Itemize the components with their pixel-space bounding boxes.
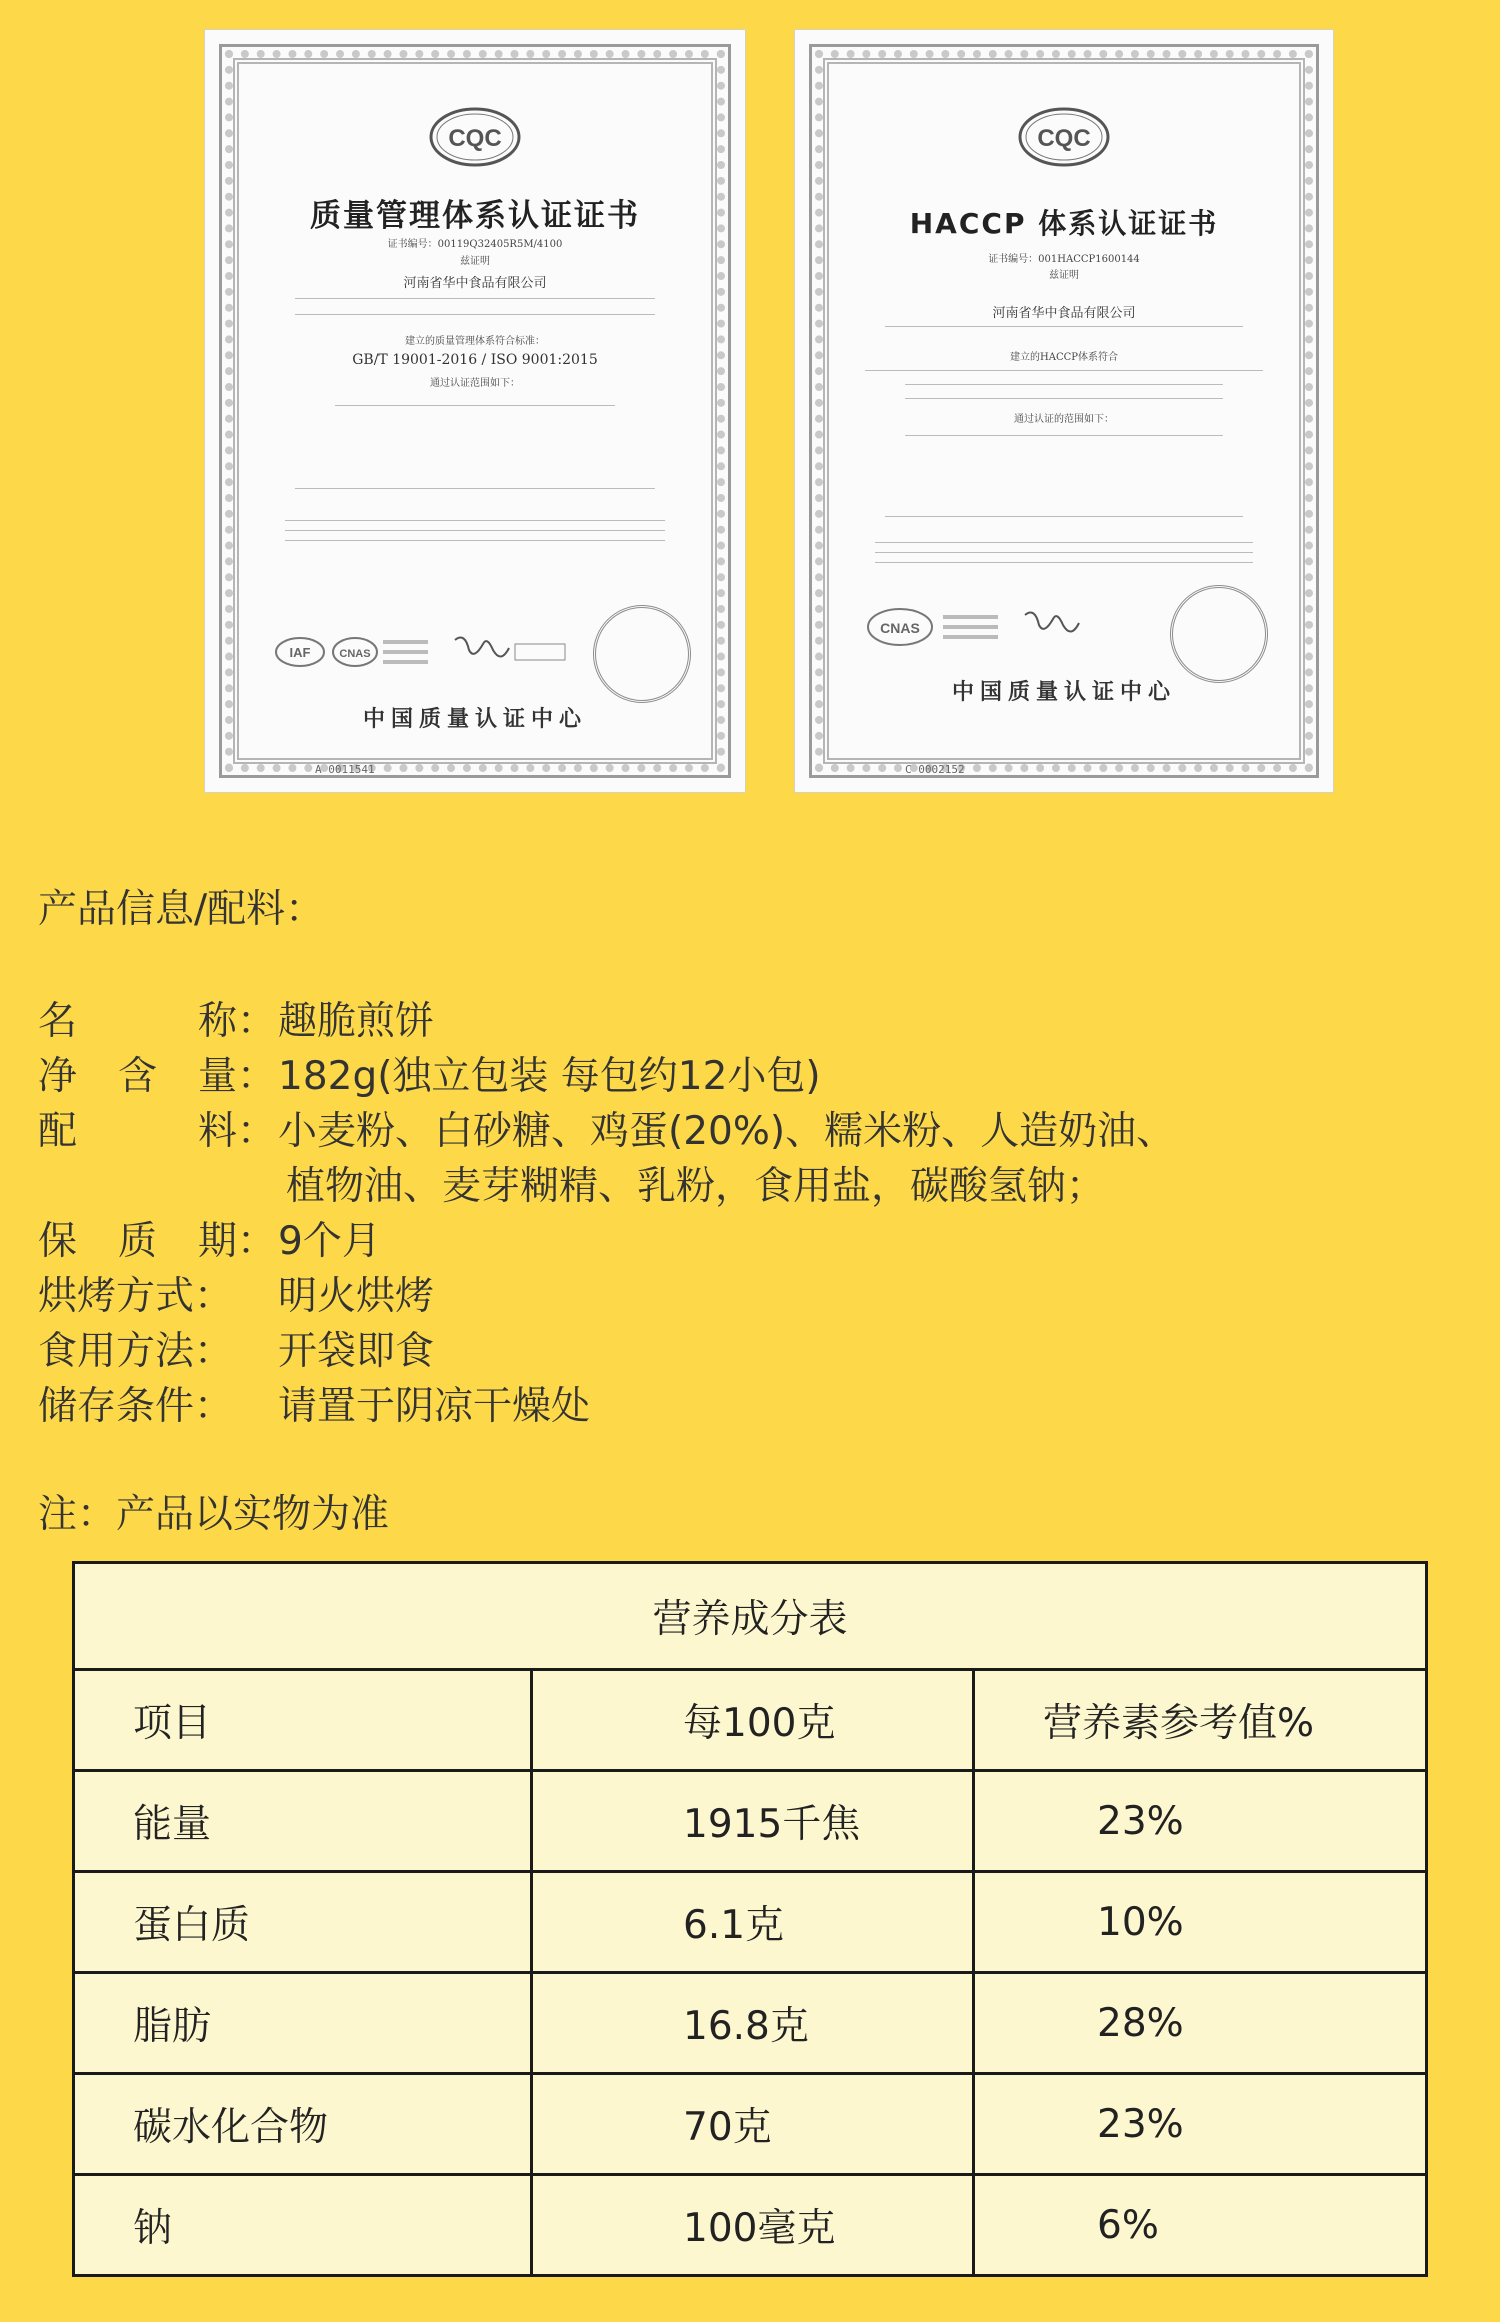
info-label — [38, 1210, 276, 1266]
cqc-logo-icon — [427, 105, 523, 169]
haccp-certificate-image — [795, 30, 1333, 792]
table-header-row — [74, 1670, 1427, 1771]
table-cell: 6% — [974, 2175, 1427, 2276]
label-part: 食用方法： — [38, 1329, 234, 1374]
label-part: 净 — [38, 1054, 78, 1099]
scope-intro: 通过认证的范围如下： — [1014, 414, 1114, 425]
info-label — [38, 1320, 276, 1376]
table-cell: 脂肪 — [74, 1973, 532, 2074]
info-value: 植物油、麦芽糊精、乳粉，食用盐，碳酸氢钠； — [286, 1164, 1106, 1209]
standard-text: GB/T 19001-2016 / ISO 9001:2015 — [352, 352, 598, 368]
serial-number: A 0011541 — [315, 763, 375, 776]
info-label — [38, 1265, 276, 1321]
info-label — [38, 1375, 276, 1431]
label-part: 含 — [117, 1054, 157, 1099]
certificate-title: 质量管理体系认证证书 — [310, 198, 640, 234]
certificate-title: HACCP 体系认证证书 — [909, 207, 1219, 240]
label-part: 料： — [197, 1109, 276, 1154]
issuer-name: 中国质量认证中心 — [362, 707, 587, 732]
serial-number: C 0002152 — [905, 763, 965, 776]
label-part: 量： — [197, 1054, 276, 1099]
table-cell: 6.1克 — [532, 1872, 974, 1973]
svg-text:CNAS: CNAS — [880, 620, 920, 636]
column-header: 每100克 — [532, 1670, 974, 1771]
table-cell: 1915千焦 — [532, 1771, 974, 1872]
label-part: 保 — [38, 1219, 78, 1264]
table-cell: 钠 — [74, 2175, 532, 2276]
label-part: 名 — [38, 999, 78, 1044]
label-part: 质 — [117, 1219, 157, 1264]
company-name: 河南省华中食品有限公司 — [403, 276, 547, 291]
label-part: 配 — [38, 1109, 78, 1154]
cqc-logo-icon — [1016, 105, 1112, 169]
product-note: 注：产品以实物为准 — [38, 1492, 390, 1537]
info-label — [38, 990, 276, 1046]
table-cell: 能量 — [74, 1771, 532, 1872]
column-header: 项目 — [74, 1670, 532, 1771]
table-row — [74, 1771, 1427, 1872]
label-part: 期： — [197, 1219, 276, 1264]
svg-text:CQC: CQC — [448, 125, 502, 152]
nutrition-table-caption: 营养成分表 — [74, 1563, 1427, 1670]
table-cell: 10% — [974, 1872, 1427, 1973]
svg-text:CNAS: CNAS — [339, 648, 371, 660]
info-value: 开袋即食 — [278, 1329, 435, 1374]
column-header: 营养素参考值% — [974, 1670, 1427, 1771]
qms-certificate-image — [205, 30, 745, 792]
label-part: 储存条件： — [38, 1384, 234, 1429]
info-value: 趣脆煎饼 — [278, 999, 435, 1044]
table-cell: 70克 — [532, 2074, 974, 2175]
scope-intro: 通过认证范围如下： — [430, 378, 520, 389]
table-cell: 23% — [974, 2074, 1427, 2175]
info-value: 9个月 — [278, 1219, 381, 1264]
svg-text:IAF: IAF — [289, 645, 311, 660]
label-part: 烘烤方式： — [38, 1274, 234, 1319]
standard-intro: 建立的质量管理体系符合标准： — [405, 336, 545, 347]
table-cell: 100毫克 — [532, 2175, 974, 2276]
table-cell: 28% — [974, 1973, 1427, 2074]
certificate-number: 证书编号：001HACCP1600144 — [988, 254, 1140, 265]
table-row — [74, 1872, 1427, 1973]
product-info-title: 产品信息/配料： — [38, 887, 325, 932]
standard-intro: 建立的HACCP体系符合 — [1010, 352, 1118, 363]
table-row — [74, 2074, 1427, 2175]
table-row — [74, 1973, 1427, 2074]
svg-text:CQC: CQC — [1037, 125, 1091, 152]
info-value: 请置于阴凉干燥处 — [278, 1384, 591, 1429]
table-cell: 16.8克 — [532, 1973, 974, 2074]
label-part: 称： — [197, 999, 276, 1044]
info-label — [38, 1045, 276, 1101]
info-value: 182g(独立包装 每包约12小包) — [278, 1054, 821, 1099]
certification-seal-icon — [593, 605, 691, 703]
table-cell: 蛋白质 — [74, 1872, 532, 1973]
company-name: 河南省华中食品有限公司 — [992, 306, 1136, 321]
prove-text: 兹证明 — [1049, 270, 1079, 281]
prove-text: 兹证明 — [460, 256, 490, 267]
info-value: 明火烘烤 — [278, 1274, 435, 1319]
info-value: 小麦粉、白砂糖、鸡蛋(20%)、糯米粉、人造奶油、 — [278, 1109, 1176, 1154]
issuer-name: 中国质量认证中心 — [951, 680, 1176, 705]
table-cell: 23% — [974, 1771, 1427, 1872]
table-row — [74, 2175, 1427, 2276]
certification-seal-icon — [1170, 585, 1268, 683]
certificate-number: 证书编号：00119Q32405R5M/4100 — [387, 239, 563, 250]
nutrition-table — [72, 1561, 1428, 2277]
info-label — [38, 1100, 276, 1156]
table-cell: 碳水化合物 — [74, 2074, 532, 2175]
